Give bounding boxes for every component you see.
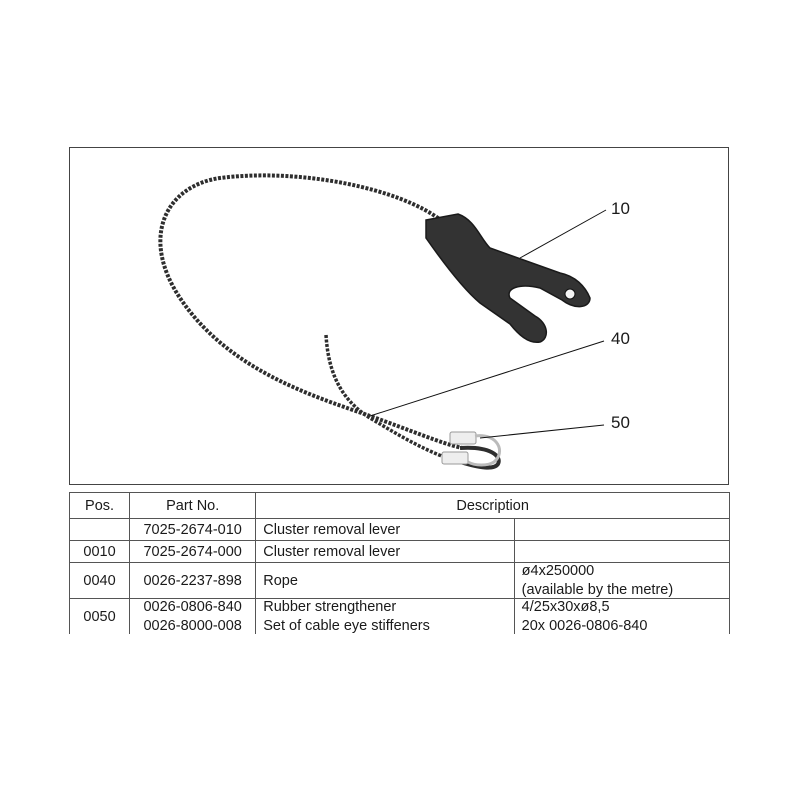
cell-extra [514,519,729,541]
cell-pos: 0050 [70,599,130,635]
extra-line-1: 4/25x30xø8,5 [521,599,610,615]
cell-part-no: 7025-2674-000 [130,541,256,563]
cell-pos: 0010 [70,541,130,563]
cell-description: Cluster removal lever [256,541,514,563]
parts-illustration [69,147,729,485]
header-part-no: Part No. [130,493,256,519]
parts-table [69,492,730,634]
leader-line-40 [370,341,604,416]
table-row [70,541,730,563]
table-row [70,563,730,599]
table-header-row [70,493,730,519]
extra-line-1: ø4x250000 [521,563,595,579]
part-no-line-1: 0026-0806-840 [143,599,242,615]
cell-part-no [130,599,256,635]
header-description: Description [256,493,730,519]
cell-extra [514,541,729,563]
callout-10: 10 [611,199,630,218]
description-line-2: Set of cable eye stiffeners [263,618,430,634]
cell-pos: 0040 [70,563,130,599]
extra-line-2: 20x 0026-0806-840 [521,618,648,634]
cell-pos [70,519,130,541]
header-pos: Pos. [70,493,130,519]
cell-part-no: 0026-2237-898 [130,563,256,599]
cell-description: Cluster removal lever [256,519,514,541]
leader-line-10 [520,210,606,258]
table-row [70,519,730,541]
cluster-removal-lever-icon [426,214,590,342]
extra-line-2: (available by the metre) [521,582,674,598]
part-no-line-2: 0026-8000-008 [143,618,242,634]
description-line-1: Rubber strengthener [263,599,397,615]
callout-50: 50 [611,413,630,432]
table-row [70,599,730,635]
leader-line-50 [480,425,604,438]
cell-extra [514,599,729,635]
cell-extra [514,563,729,599]
callout-40: 40 [611,329,630,348]
cell-part-no: 7025-2674-010 [130,519,256,541]
cell-description: Rope [256,563,514,599]
rope [160,175,462,448]
cell-description [256,599,514,635]
